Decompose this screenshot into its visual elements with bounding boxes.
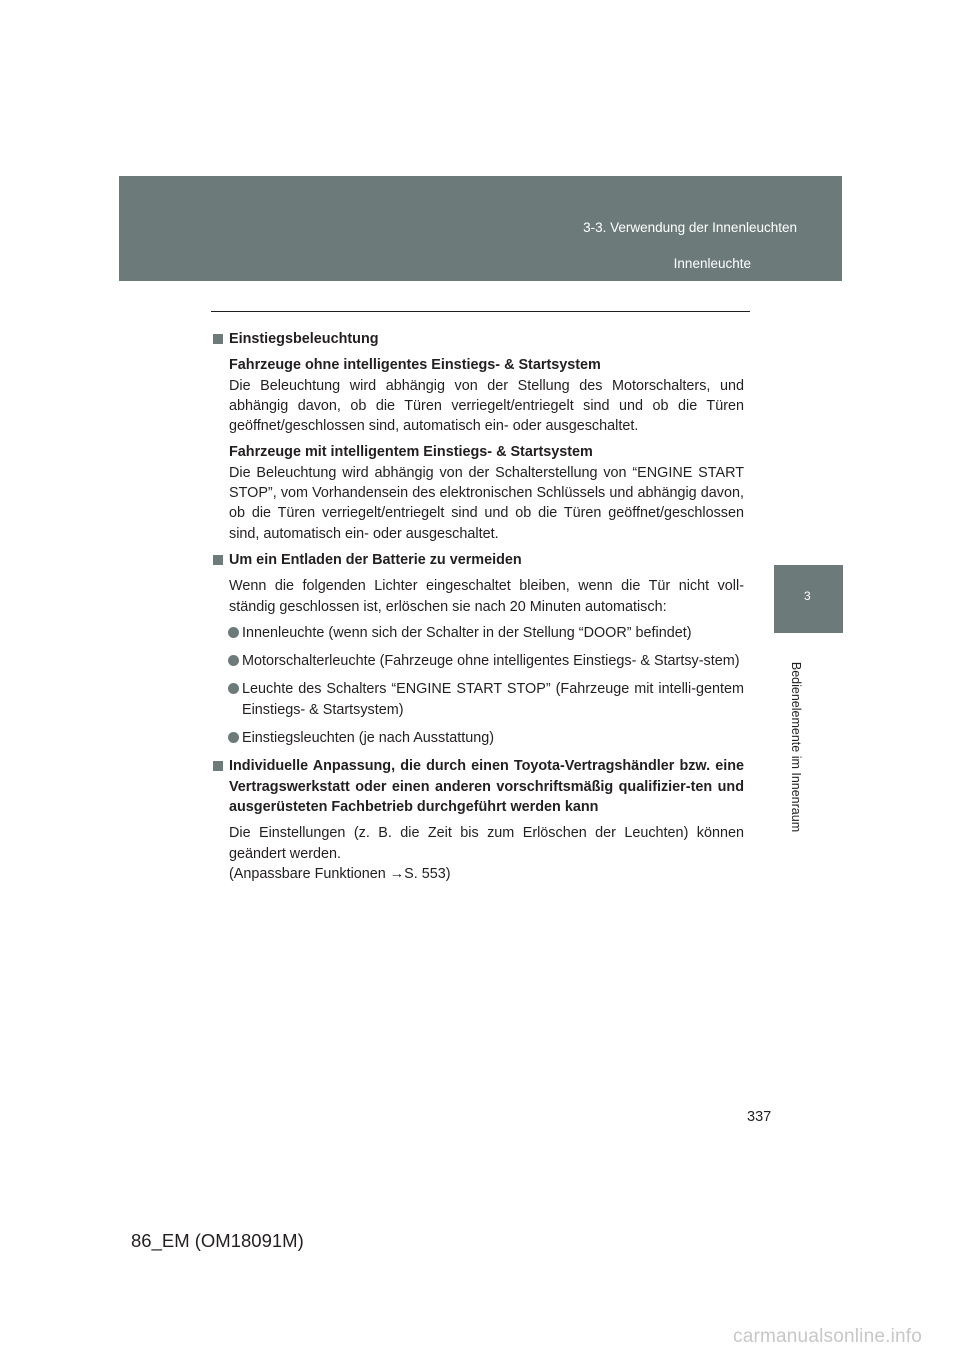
- watermark: carmanualsonline.info: [733, 1326, 923, 1347]
- subheading: Fahrzeuge mit intelligentem Einstiegs- & Startsystem: [229, 444, 593, 461]
- paragraph: Die Einstellungen (z. B. die Zeit bis zum Erlöschen der Leuchten) können geändert werden. (Anpassbare Funktionen →S. 553): [229, 825, 744, 882]
- circle-bullet-icon: [228, 655, 239, 666]
- list-item: Motorschalterleuchte (Fahrzeuge ohne intelligentes Einstiegs- & Startsy-stem): [212, 651, 744, 671]
- square-bullet-icon: [213, 555, 223, 565]
- square-bullet-icon: [213, 334, 223, 344]
- list-item: Leuchte des Schalters “ENGINE START STOP” (Fahrzeuge mit intelli-gentem Einstiegs- & Startsystem): [212, 679, 744, 720]
- chapter-label-vertical: [786, 652, 806, 842]
- paragraph: Fahrzeuge ohne intelligentes Einstiegs- & Startsystem Die Beleuchtung wird abhängig von der Stellung des Motorschalters, und abhängig davon, ob die Türen verriegelt/entriegelt sind und ob die Türen geöffnet/geschlossen sind, automatisch ein- oder ausgeschaltet.: [229, 357, 744, 435]
- main-content: [212, 329, 744, 890]
- circle-bullet-icon: [228, 732, 239, 743]
- subheading: Fahrzeuge ohne intelligentes Einstiegs- & Startsystem: [229, 357, 601, 374]
- page-header: [119, 176, 842, 281]
- section-heading: Einstiegsbeleuchtung: [212, 329, 744, 349]
- chapter-tab: [774, 565, 843, 633]
- chapter-label: Bedienelemente im Innenraum: [789, 661, 803, 833]
- section-heading: Um ein Entladen der Batterie zu vermeiden: [212, 550, 744, 570]
- page-number: 337: [747, 1109, 772, 1125]
- section-body: [212, 823, 744, 884]
- circle-bullet-icon: [228, 683, 239, 694]
- chapter-number: 3: [804, 589, 811, 603]
- section-body: [212, 576, 744, 617]
- section-title: 3-3. Verwendung der Innenleuchten: [583, 220, 797, 235]
- section-heading: Individuelle Anpassung, die durch einen Toyota-Vertragshändler bzw. eine Vertragswerkstatt oder einen anderen vorschriftsmäßig qualifizier-ten und ausgerüsteten Fachbetrieb durchgeführt werden kann: [212, 756, 744, 817]
- list-item: Einstiegsleuchten (je nach Ausstattung): [212, 728, 744, 748]
- circle-bullet-icon: [228, 627, 239, 638]
- subsection-title: Innenleuchte: [673, 256, 751, 271]
- paragraph: Wenn die folgenden Lichter eingeschaltet bleiben, wenn die Tür nicht voll-ständig geschlossen ist, erlöschen sie nach 20 Minuten automatisch:: [229, 578, 744, 615]
- section-body: [212, 355, 744, 544]
- list-item: Innenleuchte (wenn sich der Schalter in der Stellung “DOOR” befindet): [212, 623, 744, 643]
- top-divider: [211, 311, 750, 312]
- paragraph: Fahrzeuge mit intelligentem Einstiegs- & Startsystem Die Beleuchtung wird abhängig von der Schalterstellung von “ENGINE START STOP”, vom Vorhandensein des elektronischen Schlüssels und abhängig davon, ob die Türen verriegelt/entriegelt sind und ob die Türen geöffnet/geschlossen sind, automatisch ein- oder ausgeschaltet.: [229, 444, 744, 542]
- page-reference: (Anpassbare Funktionen →S. 553): [229, 865, 451, 882]
- footer-code: 86_EM (OM18091M): [131, 1230, 304, 1251]
- square-bullet-icon: [213, 761, 223, 771]
